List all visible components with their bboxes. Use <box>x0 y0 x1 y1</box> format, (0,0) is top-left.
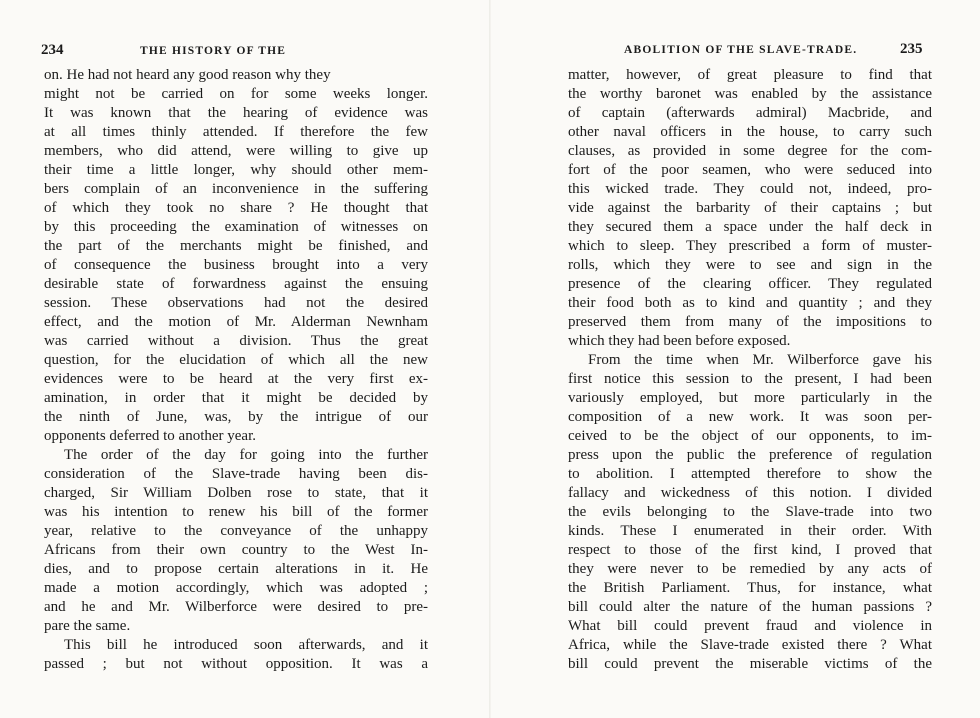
text-line: This bill he introduced soon afterwards, and it <box>64 637 428 653</box>
text-line: consideration of the Slave-trade having been dis- <box>44 466 428 482</box>
text-line: ceived to be the object of our opponents, to im- <box>568 428 932 444</box>
text-line: presence of the clearing officer. They regulated <box>568 276 932 292</box>
text-line: fort of the poor seamen, who were seduced into <box>568 162 932 178</box>
text-line: of which they took no share ? He thought that <box>44 200 428 216</box>
text-line: bers complain of an inconvenience in the suffering <box>44 181 428 197</box>
text-line: composition of a new work. It was soon per- <box>568 409 932 425</box>
text-line: amination, in order that it might be decided by <box>44 390 428 406</box>
text-line: session. These observations had not the desired <box>44 295 428 311</box>
left-page-text <box>44 66 428 674</box>
text-line: respect to those of the first kind, I proved that <box>568 542 932 558</box>
text-line: opponents deferred to another year. <box>44 428 256 444</box>
text-line: effect, and the motion of Mr. Alderman Newnham <box>44 314 428 330</box>
left-running-head: THE HISTORY OF THE <box>140 45 287 57</box>
text-line: at all times thinly attended. If therefore the few <box>44 124 428 140</box>
text-line: was carried without a division. Thus the great <box>44 333 428 349</box>
left-page-number: 234 <box>41 42 64 58</box>
text-line: pare the same. <box>44 618 131 634</box>
text-line: the worthy baronet was enabled by the assistance <box>568 86 932 102</box>
text-line: on. He had not heard any good reason why they <box>44 67 331 83</box>
text-line: dies, and to propose certain alterations in it. He <box>44 561 428 577</box>
text-line: kinds. These I enumerated in their order. With <box>568 523 932 539</box>
text-line: the British Parliament. Thus, for instance, what <box>568 580 932 596</box>
text-line: which to sleep. They prescribed a form of muster- <box>568 238 932 254</box>
text-line: press upon the public the preference of regulation <box>568 447 932 463</box>
text-line: their food both as to kind and quantity ; and they <box>568 295 932 311</box>
text-line: the ninth of June, was, by the intrigue of our <box>44 409 428 425</box>
right-page-text <box>568 66 932 674</box>
text-line: preserved them from many of the impositions to <box>568 314 932 330</box>
text-line: the part of the merchants might be finished, and <box>44 238 428 254</box>
text-line: other naval officers in the house, to carry such <box>568 124 932 140</box>
text-line: fallacy and wickedness of this notion. I divided <box>568 485 932 501</box>
text-line: desirable state of forwardness against the ensuing <box>44 276 428 292</box>
text-line: they were never to be remedied by any acts of <box>568 561 932 577</box>
text-line: to abolition. I attempted therefore to show the <box>568 466 932 482</box>
right-page <box>490 0 980 718</box>
text-line: Africans from their own country to the West In- <box>44 542 428 558</box>
text-line: evidences were to be heard at the very first ex- <box>44 371 428 387</box>
text-line: bill could alter the nature of the human passions ? <box>568 599 932 615</box>
text-line: was his intention to renew his bill of the former <box>44 504 428 520</box>
text-line: The order of the day for going into the further <box>64 447 428 463</box>
text-line: rolls, which they were to see and sign in the <box>568 257 932 273</box>
text-line: From the time when Mr. Wilberforce gave his <box>588 352 932 368</box>
text-line: bill could prevent the miserable victims of the <box>568 656 932 672</box>
text-line: Africa, while the Slave-trade existed there ? What <box>568 637 932 653</box>
text-line: by this proceeding the examination of witnesses on <box>44 219 428 235</box>
text-line: their time a little longer, why should other mem- <box>44 162 428 178</box>
text-line: which they had been before exposed. <box>568 333 791 349</box>
text-line: year, relative to the conveyance of the unhappy <box>44 523 428 539</box>
text-line: made a motion accordingly, which was adopted ; <box>44 580 428 596</box>
text-line: clauses, as provided in some degree for the com- <box>568 143 932 159</box>
text-line: question, for the elucidation of which all the new <box>44 352 428 368</box>
text-line: they secured them a space under the half deck in <box>568 219 932 235</box>
text-line: variously employed, but more particularly in the <box>568 390 932 406</box>
text-line: passed ; but not without opposition. It was a <box>44 656 428 672</box>
right-running-head: ABOLITION OF THE SLAVE-TRADE. <box>624 44 858 56</box>
text-line: What bill could prevent fraud and violence in <box>568 618 932 634</box>
text-line: might not be carried on for some weeks longer. <box>44 86 428 102</box>
text-line: first notice this session to the present, I had been <box>568 371 932 387</box>
text-line: vide against the barbarity of their captains ; but <box>568 200 932 216</box>
text-line: charged, Sir William Dolben rose to state, that it <box>44 485 428 501</box>
text-line: members, who did attend, were willing to give up <box>44 143 428 159</box>
text-line: of captain (afterwards admiral) Macbride, and <box>568 105 932 121</box>
text-line: this wicked trade. They could not, indeed, pro- <box>568 181 932 197</box>
text-line: matter, however, of great pleasure to find that <box>568 67 932 83</box>
text-line: and he and Mr. Wilberforce were desired to pre- <box>44 599 428 615</box>
right-page-number: 235 <box>900 41 923 57</box>
text-line: It was known that the hearing of evidence was <box>44 105 428 121</box>
text-line: of consequence the business brought into a very <box>44 257 428 273</box>
text-line: the evils belonging to the Slave-trade into two <box>568 504 932 520</box>
